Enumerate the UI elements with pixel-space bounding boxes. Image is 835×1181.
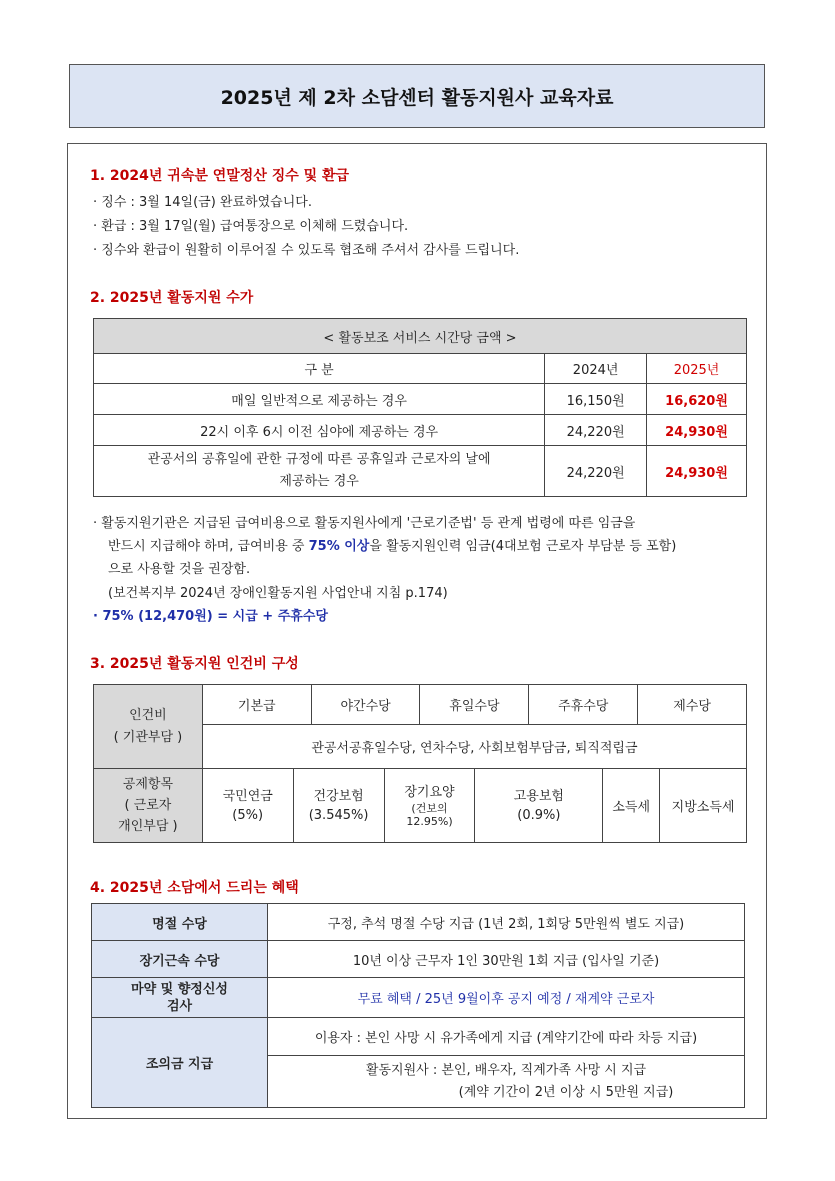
cost-item: 기본급 xyxy=(202,685,311,725)
section1-line: · 징수와 환급이 원활히 이루어질 수 있도록 협조해 주셔서 감사를 드립니다. xyxy=(93,243,520,258)
cost-item: 휴일수당 xyxy=(420,685,529,725)
cost-label: 인건비 xyxy=(129,707,167,723)
wage-note-text: 반드시 지급해야 하며, 급여비용 중 xyxy=(108,539,309,554)
wage-note-line: 으로 사용할 것을 권장함. xyxy=(108,562,251,577)
section1-line: · 환급 : 3월 17일(월) 급여통장으로 이체해 드렸습니다. xyxy=(93,219,409,234)
wage-row-2025: 24,930원 xyxy=(647,446,747,497)
wage-row-label-line: 관공서의 공휴일에 관한 규정에 따른 공휴일과 근로자의 날에 xyxy=(147,452,491,467)
section4-heading: 4. 2025년 소담에서 드리는 혜택 xyxy=(90,880,299,896)
wage-col-category: 구 분 xyxy=(94,354,545,384)
section3-heading: 3. 2025년 활동지원 인건비 구성 xyxy=(90,656,299,672)
benefit-value xyxy=(268,1056,745,1108)
deduct-label-sub: ( 근로자 xyxy=(124,798,172,813)
deduct-name: 건강보험 xyxy=(313,788,364,804)
deduct-label: 공제항목 xyxy=(122,777,173,792)
deduct-income-tax: 소득세 xyxy=(603,769,660,843)
deduct-ltc xyxy=(384,769,475,843)
benefit-value-line: 활동지원사 : 본인, 배우자, 직계가족 사망 시 지급 xyxy=(365,1062,647,1078)
wage-note-highlight: 75% 이상 xyxy=(308,539,370,554)
wage-note-line: · 활동지원기관은 지급된 급여비용으로 활동지원사에게 '근로기준법' 등 관계 법령에 따른 임금을 xyxy=(93,516,636,531)
deduct-pension xyxy=(202,769,293,843)
cost-item: 야간수당 xyxy=(311,685,420,725)
benefit-label-line: 검사 xyxy=(166,998,193,1014)
wage-row-label-line: 제공하는 경우 xyxy=(279,474,359,489)
cost-label-cell xyxy=(94,685,203,769)
benefit-value: 구정, 추석 명절 수당 지급 (1년 2회, 1회당 5만원씩 별도 지급) xyxy=(268,904,745,941)
wage-row-label: 매일 일반적으로 제공하는 경우 xyxy=(94,384,545,415)
wage-note-text: 을 활동지원인력 임금(4대보험 근로자 부담분 등 포함) xyxy=(369,539,677,554)
wage-row-2024: 24,220원 xyxy=(545,415,647,446)
wage-row-2024: 24,220원 xyxy=(545,446,647,497)
cost-table xyxy=(93,684,747,769)
wage-col-2025: 2025년 xyxy=(647,354,747,384)
wage-note-formula: · 75% (12,470원) = 시급 + 주휴수당 xyxy=(93,609,328,624)
wage-note-line xyxy=(108,535,676,554)
benefit-label-line: 마약 및 향정신성 xyxy=(131,981,228,997)
benefit-label: 조의금 지급 xyxy=(92,1018,268,1108)
deduction-table xyxy=(93,768,747,843)
deduct-name: 국민연금 xyxy=(222,788,273,804)
deduct-rate: (0.9%) xyxy=(517,807,561,823)
benefit-label xyxy=(92,978,268,1018)
benefit-table xyxy=(91,903,745,1108)
section2-heading: 2. 2025년 활동지원 수가 xyxy=(90,290,254,306)
wage-note-source: (보건복지부 2024년 장애인활동지원 사업안내 지침 p.174) xyxy=(108,586,448,601)
section1-line: · 징수 : 3월 14일(금) 완료하였습니다. xyxy=(93,195,312,210)
benefit-value-line: (계약 기간이 2년 이상 시 5만원 지급) xyxy=(458,1084,674,1100)
deduct-employment xyxy=(475,769,603,843)
wage-row-label xyxy=(94,446,545,497)
cost-extra: 관공서공휴일수당, 연차수당, 사회보험부담금, 퇴직적립금 xyxy=(202,725,746,769)
wage-row-2024: 16,150원 xyxy=(545,384,647,415)
deduct-label-cell xyxy=(94,769,203,843)
cost-item: 제수당 xyxy=(638,685,747,725)
wage-row-label: 22시 이후 6시 이전 심야에 제공하는 경우 xyxy=(94,415,545,446)
wage-row-2025: 24,930원 xyxy=(647,415,747,446)
deduct-note: (건보의 xyxy=(411,801,448,815)
benefit-label: 명절 수당 xyxy=(92,904,268,941)
deduct-health xyxy=(293,769,384,843)
deduct-rate: (3.545%) xyxy=(308,807,369,823)
cost-item: 주휴수당 xyxy=(529,685,638,725)
deduct-label-sub: 개인부담 ) xyxy=(118,819,178,834)
wage-table-caption: < 활동보조 서비스 시간당 금액 > xyxy=(94,319,747,354)
wage-col-2024: 2024년 xyxy=(545,354,647,384)
deduct-rate: (5%) xyxy=(232,807,264,823)
deduct-note: 12.95%) xyxy=(406,814,453,828)
deduct-name: 장기요양 xyxy=(404,784,455,800)
wage-table xyxy=(93,318,747,497)
section1-heading: 1. 2024년 귀속분 연말정산 징수 및 환급 xyxy=(90,168,350,184)
benefit-value: 무료 혜택 / 25년 9월이후 공지 예정 / 재계약 근로자 xyxy=(268,978,745,1018)
benefit-label: 장기근속 수당 xyxy=(92,941,268,978)
deduct-local-tax: 지방소득세 xyxy=(660,769,747,843)
benefit-value: 이용자 : 본인 사망 시 유가족에게 지급 (계약기간에 따라 차등 지급) xyxy=(268,1018,745,1056)
wage-row-2025: 16,620원 xyxy=(647,384,747,415)
page-title: 2025년 제 2차 소담센터 활동지원사 교육자료 xyxy=(69,64,765,128)
cost-label-sub: ( 기관부담 ) xyxy=(113,729,183,745)
deduct-name: 고용보험 xyxy=(513,788,564,804)
benefit-value: 10년 이상 근무자 1인 30만원 1회 지급 (입사일 기준) xyxy=(268,941,745,978)
